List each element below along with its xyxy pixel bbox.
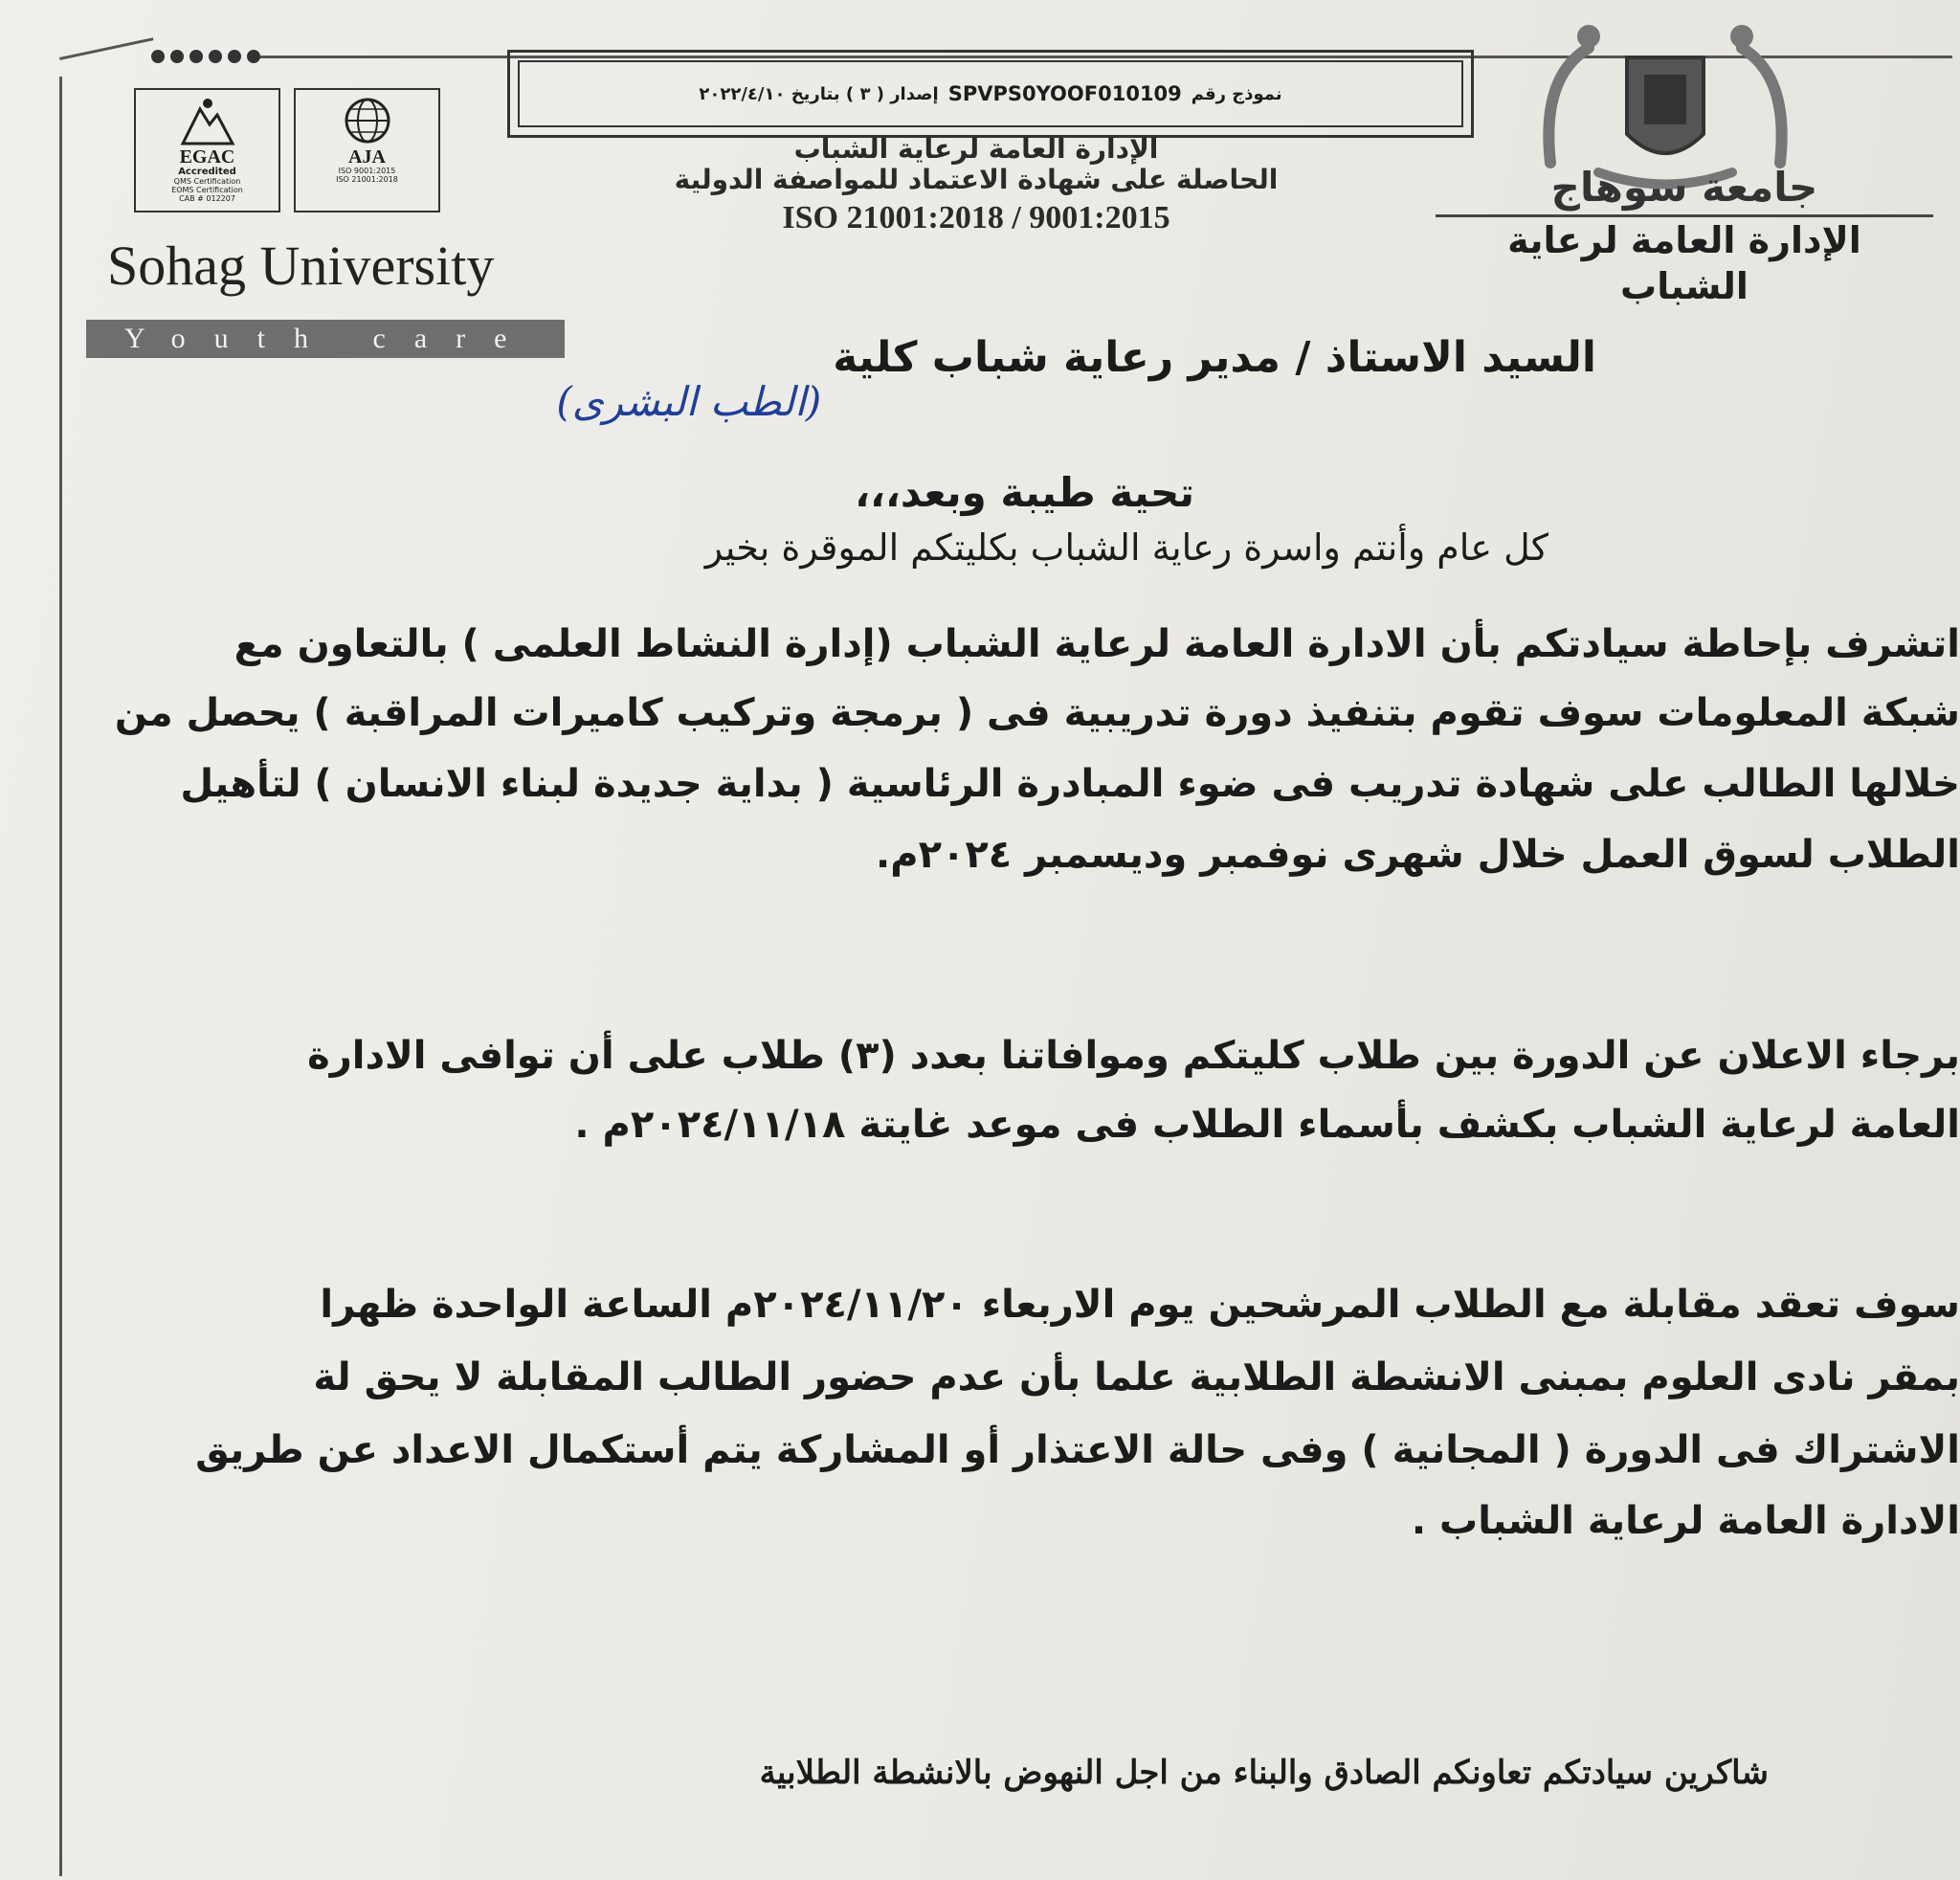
paragraph-3-line-1: سوف تعقد مقابلة مع الطلاب المرشحين يوم الاربعاء ٢٠٢٤/١١/٢٠م الساعة الواحدة ظهرا xyxy=(320,1283,1960,1327)
university-name-ar: جامعة سوهاج xyxy=(1550,164,1818,211)
wish-line: كل عام وأنتم واسرة رعاية الشباب بكليتكم الموقرة بخير xyxy=(704,526,1548,569)
aja-globe-icon xyxy=(339,94,396,147)
egac-cert1: QMS Certification xyxy=(173,177,241,186)
paragraph-3-line-3: الاشتراك فى الدورة ( المجانية ) وفى حالة الاعتذار أو المشاركة يتم أستكمال الاعداد عن طريق xyxy=(195,1428,1960,1472)
dept-line-1: الإدارة العامة لرعاية الشباب xyxy=(793,133,1159,165)
form-label: نموذج رقم xyxy=(1191,83,1282,104)
paragraph-2-line-1: برجاء الاعلان عن الدورة بين طلاب كليتكم وموافاتنا بعدد (٣) طلاب على أن توافى الادارة xyxy=(307,1034,1960,1078)
greeting: تحية طيبة وبعد،،، xyxy=(855,469,1194,516)
logo-arabic-text xyxy=(1436,161,1933,309)
paragraph-1-line-3: خلالها الطالب على شهادة تدريب فى ضوء المبادرة الرئاسية ( بداية جديدة لبناء الانسان ) لتأهيل xyxy=(180,762,1960,806)
egac-sub: Accredited xyxy=(178,167,236,177)
dept-line-2: الحاصلة على شهادة الاعتماد للمواصفة الدولية xyxy=(674,164,1279,195)
egac-name: EGAC xyxy=(179,146,235,168)
egac-mountain-icon xyxy=(179,94,236,147)
form-code: SPVPS0YOOF010109 xyxy=(947,82,1182,105)
certification-badges xyxy=(134,88,440,213)
college-line xyxy=(556,378,821,425)
frame-left-line xyxy=(59,77,62,1876)
egac-badge xyxy=(134,88,280,213)
issue-text: إصدار ( ٣ ) بتاريخ ٢٠٢٢/٤/١٠ xyxy=(699,83,939,104)
paragraph-1-line-2: شبكة المعلومات سوف تقوم بتنفيذ دورة تدريبية فى ( برمجة وتركيب كاميرات المراقبة ) يحصل من xyxy=(114,691,1960,735)
decorative-dots xyxy=(151,50,260,63)
college-handwritten: (الطب البشرى) xyxy=(556,378,822,425)
paragraph-2-line-2: العامة لرعاية الشباب بكشف بأسماء الطلاب فى موعد غايتة ٢٠٢٤/١١/١٨م . xyxy=(574,1103,1960,1147)
logo-dept-ar: الإدارة العامة لرعاية الشباب xyxy=(1436,214,1933,309)
thanks-line: شاكرين سيادتكم تعاونكم الصادق والبناء من اجل النهوض بالانشطة الطلابية xyxy=(759,1754,1769,1792)
department-header xyxy=(612,134,1340,234)
addressee: السيد الاستاذ / مدير رعاية شباب كلية xyxy=(833,333,1596,382)
paragraph-3-line-4: الادارة العامة لرعاية الشباب . xyxy=(1411,1499,1960,1543)
paragraph-3-line-2: بمقر نادى العلوم بمبنى الانشطة الطلابية علما بأن عدم حضور الطالب المقابلة لا يحق لة xyxy=(313,1355,1960,1399)
egac-cert2: EOMS Certification xyxy=(171,186,243,194)
form-number-box xyxy=(507,50,1474,138)
paragraph-1-line-4: الطلاب لسوق العمل خلال شهرى نوفمبر وديسمبر ٢٠٢٤م. xyxy=(876,833,1960,877)
university-name-en: Sohag University xyxy=(107,235,495,297)
aja-name: AJA xyxy=(348,146,386,168)
youth-care-bar: Youth care xyxy=(86,320,565,358)
form-number-inner xyxy=(518,60,1463,127)
egac-cab: CAB # 012207 xyxy=(179,194,235,203)
aja-badge xyxy=(294,88,440,213)
aja-iso1: ISO 9001:2015 xyxy=(338,167,396,175)
paragraph-1-line-1: اتشرف بإحاطة سيادتكم بأن الادارة العامة لرعاية الشباب (إدارة النشاط العلمى ) بالتعاون مع xyxy=(234,622,1960,666)
iso-standards: ISO 21001:2018 / 9001:2015 xyxy=(782,200,1170,235)
aja-iso2: ISO 21001:2018 xyxy=(336,175,398,184)
